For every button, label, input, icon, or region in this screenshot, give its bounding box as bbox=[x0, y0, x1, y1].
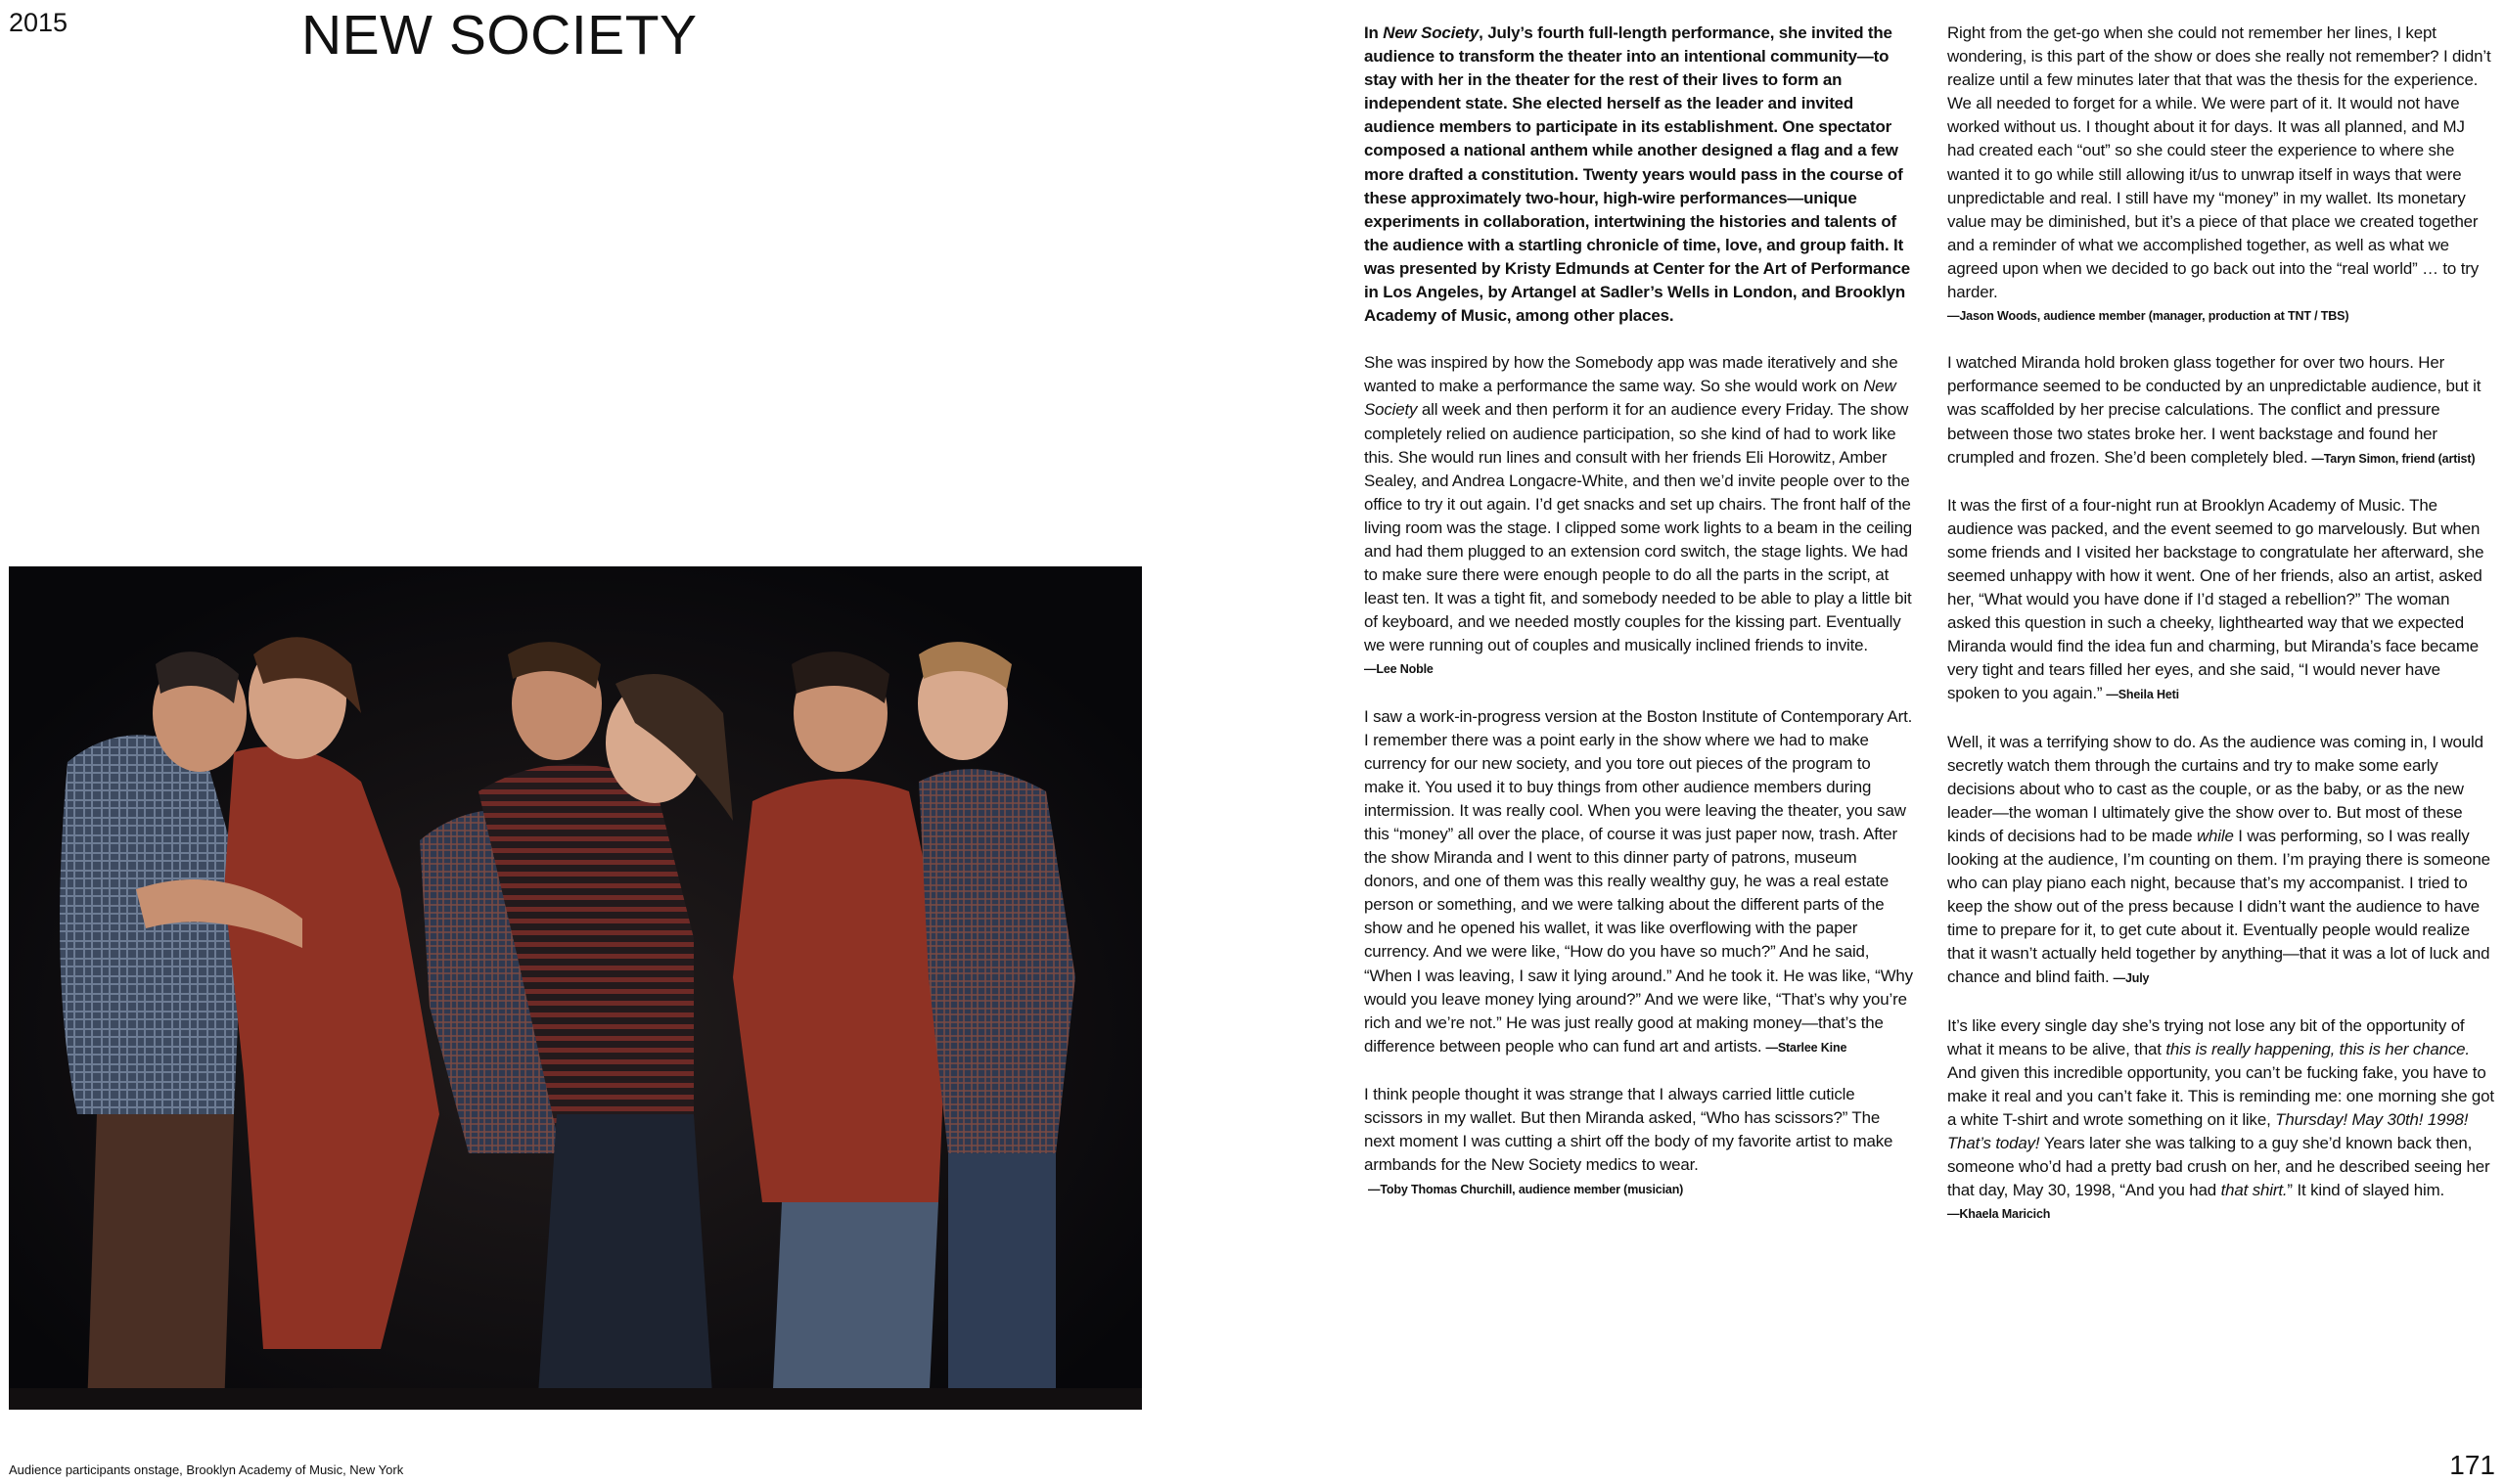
year-label: 2015 bbox=[9, 8, 68, 37]
quote-khaela-maricich: It’s like every single day she’s trying not lose any bit of the opportunity of what it means to be alive, that this is really happening, this is her chance. And given this incredible opportunity, you can’t be fucking fake, you have to make it real and you can’t fake it. This is reminding me: one morning she got a white T-shirt and wrote something on it like, Thursday! May 30th! 1998! That’s today! Years later she was talking to a guy she’d known back then, someone who’d had a pretty bad crush on her, and he described seeing her that day, May 30, 1998, “And you had that shirt.” It kind of slayed him. —Khaela Maricich bbox=[1947, 1014, 2495, 1227]
photo-caption: Audience participants onstage, Brooklyn Academy of Music, New York bbox=[9, 1462, 404, 1477]
photo-audience-onstage bbox=[9, 566, 1142, 1410]
intro-paragraph: In New Society, July’s fourth full-length performance, she invited the audience to transform the theater into an intentional community—to stay with her in the theater for the rest of their lives to form an independent state. She elected herself as the leader and invited audience members to participate in its establishment. One spectator composed a national anthem while another designed a flag and a few more drafted a constitution. Twenty years would pass in the course of these approximately two-hour, high-wire performances—unique experiments in collaboration, intertwining the histories and talents of the audience with a startling chronicle of time, love, and group faith. It was presented by Kristy Edmunds at Center for the Art of Performance in Los Angeles, by Artangel at Sadler’s Wells in London, and Brooklyn Academy of Music, among other places. bbox=[1364, 23, 1910, 326]
attribution: —Jason Woods, audience member (manager, production at TNT / TBS) bbox=[1947, 309, 2349, 324]
attribution: —Khaela Maricich bbox=[1947, 1207, 2051, 1222]
quote-sheila-heti: It was the first of a four-night run at Brooklyn Academy of Music. The audience was packed, and the event seemed to go marvelously. But when some friends and I visited her backstage to congratulate her afterward, she seemed unhappy with how it went. One of her friends, also an artist, asked her, “What would you have done if I’d staged a rebellion?” The woman asked this question in such a cheeky, lighthearted way that we expected Miranda would find the idea fun and charming, but Miranda’s face became very tight and tears filled her eyes, and she said, “I would never have spoken to you again.” —Sheila Heti bbox=[1947, 495, 2484, 703]
attribution: —July bbox=[2113, 971, 2150, 986]
page-title: NEW SOCIETY bbox=[301, 4, 698, 67]
quote-lee-noble: She was inspired by how the Somebody app was made iteratively and she wanted to make a performance the same way. So she would work on New Society all week and then perform it for an audience every Friday. The show completely relied on audience participation, so she kind of had to work like this. She would run lines and consult with her friends Eli Horowitz, Amber Sealey, and Andrea Longacre-White, and then we’d invite people over to the office to try it out again. I’d get snacks and set up chairs. The front half of the living room was the stage. I clipped some work lights to a beam in the ceiling and had them plugged to an extension cord switch, the stage lights. We had to make sure there were enough people to do all the parts in the script, at least ten. It was a tight fit, and somebody needed to be able to play a little bit of keyboard, and we needed mostly couples for the kissing part. Eventually we were running out of couples and musically inclined friends to invite. —Lee Noble bbox=[1364, 351, 1914, 681]
attribution: —Toby Thomas Churchill, audience member (musician) bbox=[1368, 1183, 1684, 1197]
page-number: 171 bbox=[2449, 1450, 2495, 1480]
text-column-left bbox=[1364, 22, 1914, 1225]
quote-july: Well, it was a terrifying show to do. As the audience was coming in, I would secretly watch them through the curtains and try to make some early decisions about who to cast as the couple, or as the baby, or as the new leader—the woman I ultimately give the show over to. But most of these kinds of decisions had to be made while I was performing, so I was really looking at the audience, I’m counting on them. I’m praying there is someone who can play piano each night, because that’s my accompanist. I tried to keep the show out of the press because I didn’t want the audience to have time to prepare for it, to get cute about it. Eventually people would realize that it wasn’t actually held together by anything—that it was a lot of luck and chance and blind faith. —July bbox=[1947, 732, 2490, 987]
quote-toby-churchill: I think people thought it was strange that I always carried little cuticle scissors in my wallet. But then Miranda asked, “Who has scissors?” The next moment I was cutting a shirt off the body of my favorite artist to make armbands for the New Society medics to wear.—Toby Thomas Churchill, audience member (musician) bbox=[1364, 1084, 1893, 1197]
quote-taryn-simon: I watched Miranda hold broken glass together for over two hours. Her performance seemed to be conducted by an unpredictable audience, but it was scaffolded by her precise calculations. The conflict and pressure between those two states broke her. I went backstage and found her crumpled and frozen. She’d been completely bled. —Taryn Simon, friend (artist) bbox=[1947, 353, 2482, 467]
text-column-right bbox=[1947, 22, 2495, 1249]
quote-jason-woods: Right from the get-go when she could not remember her lines, I kept wondering, is this part of the show or does she really not remember? I didn’t realize until a few minutes later that that was the thesis for the experience. We all needed to forget for a while. We were part of it. It would not have worked without us. I thought about it for days. It was all planned, and MJ had created each “out” so she could steer the experience to where she wanted it to go while still allowing it/us to unwrap itself in ways that were unpredictable and real. I still have my “money” in my wallet. Its monetary value may be diminished, but it’s a piece of that place we created together and a reminder of what we accomplished together, as well as what we agreed upon when we decided to go back out into the “real world” … to try harder. —Jason Woods, audience member (manager, production at TNT / TBS) bbox=[1947, 22, 2495, 328]
attribution: —Taryn Simon, friend (artist) bbox=[2311, 451, 2476, 466]
attribution: —Starlee Kine bbox=[1765, 1040, 1847, 1055]
attribution: —Lee Noble bbox=[1364, 662, 1434, 677]
quote-starlee-kine: I saw a work-in-progress version at the Boston Institute of Contemporary Art. I remember there was a point early in the show where we had to make currency for our new society, and you tore out pieces of the program to make it. You used it to buy things from other audience members during intermission. It was really cool. When you were leaving the theater, you saw this “money” all over the place, of course it was just paper now, trash. After the show Miranda and I went to this dinner party of patrons, museum donors, and one of them was this really wealthy guy, he was a real estate person or something, and we were talking about the different parts of the show and he opened his wallet, it was like overflowing with the paper currency. And we were like, “How do you have so much?” And he said, “When I was leaving, I saw it lying around.” And he took it. He was like, “Why would you leave money lying around?” And we were like, “That’s why you’re rich and we’re not.” He was just really good at making money—that’s the difference between people who can fund art and artists. —Starlee Kine bbox=[1364, 706, 1913, 1056]
attribution: —Sheila Heti bbox=[2106, 688, 2179, 702]
